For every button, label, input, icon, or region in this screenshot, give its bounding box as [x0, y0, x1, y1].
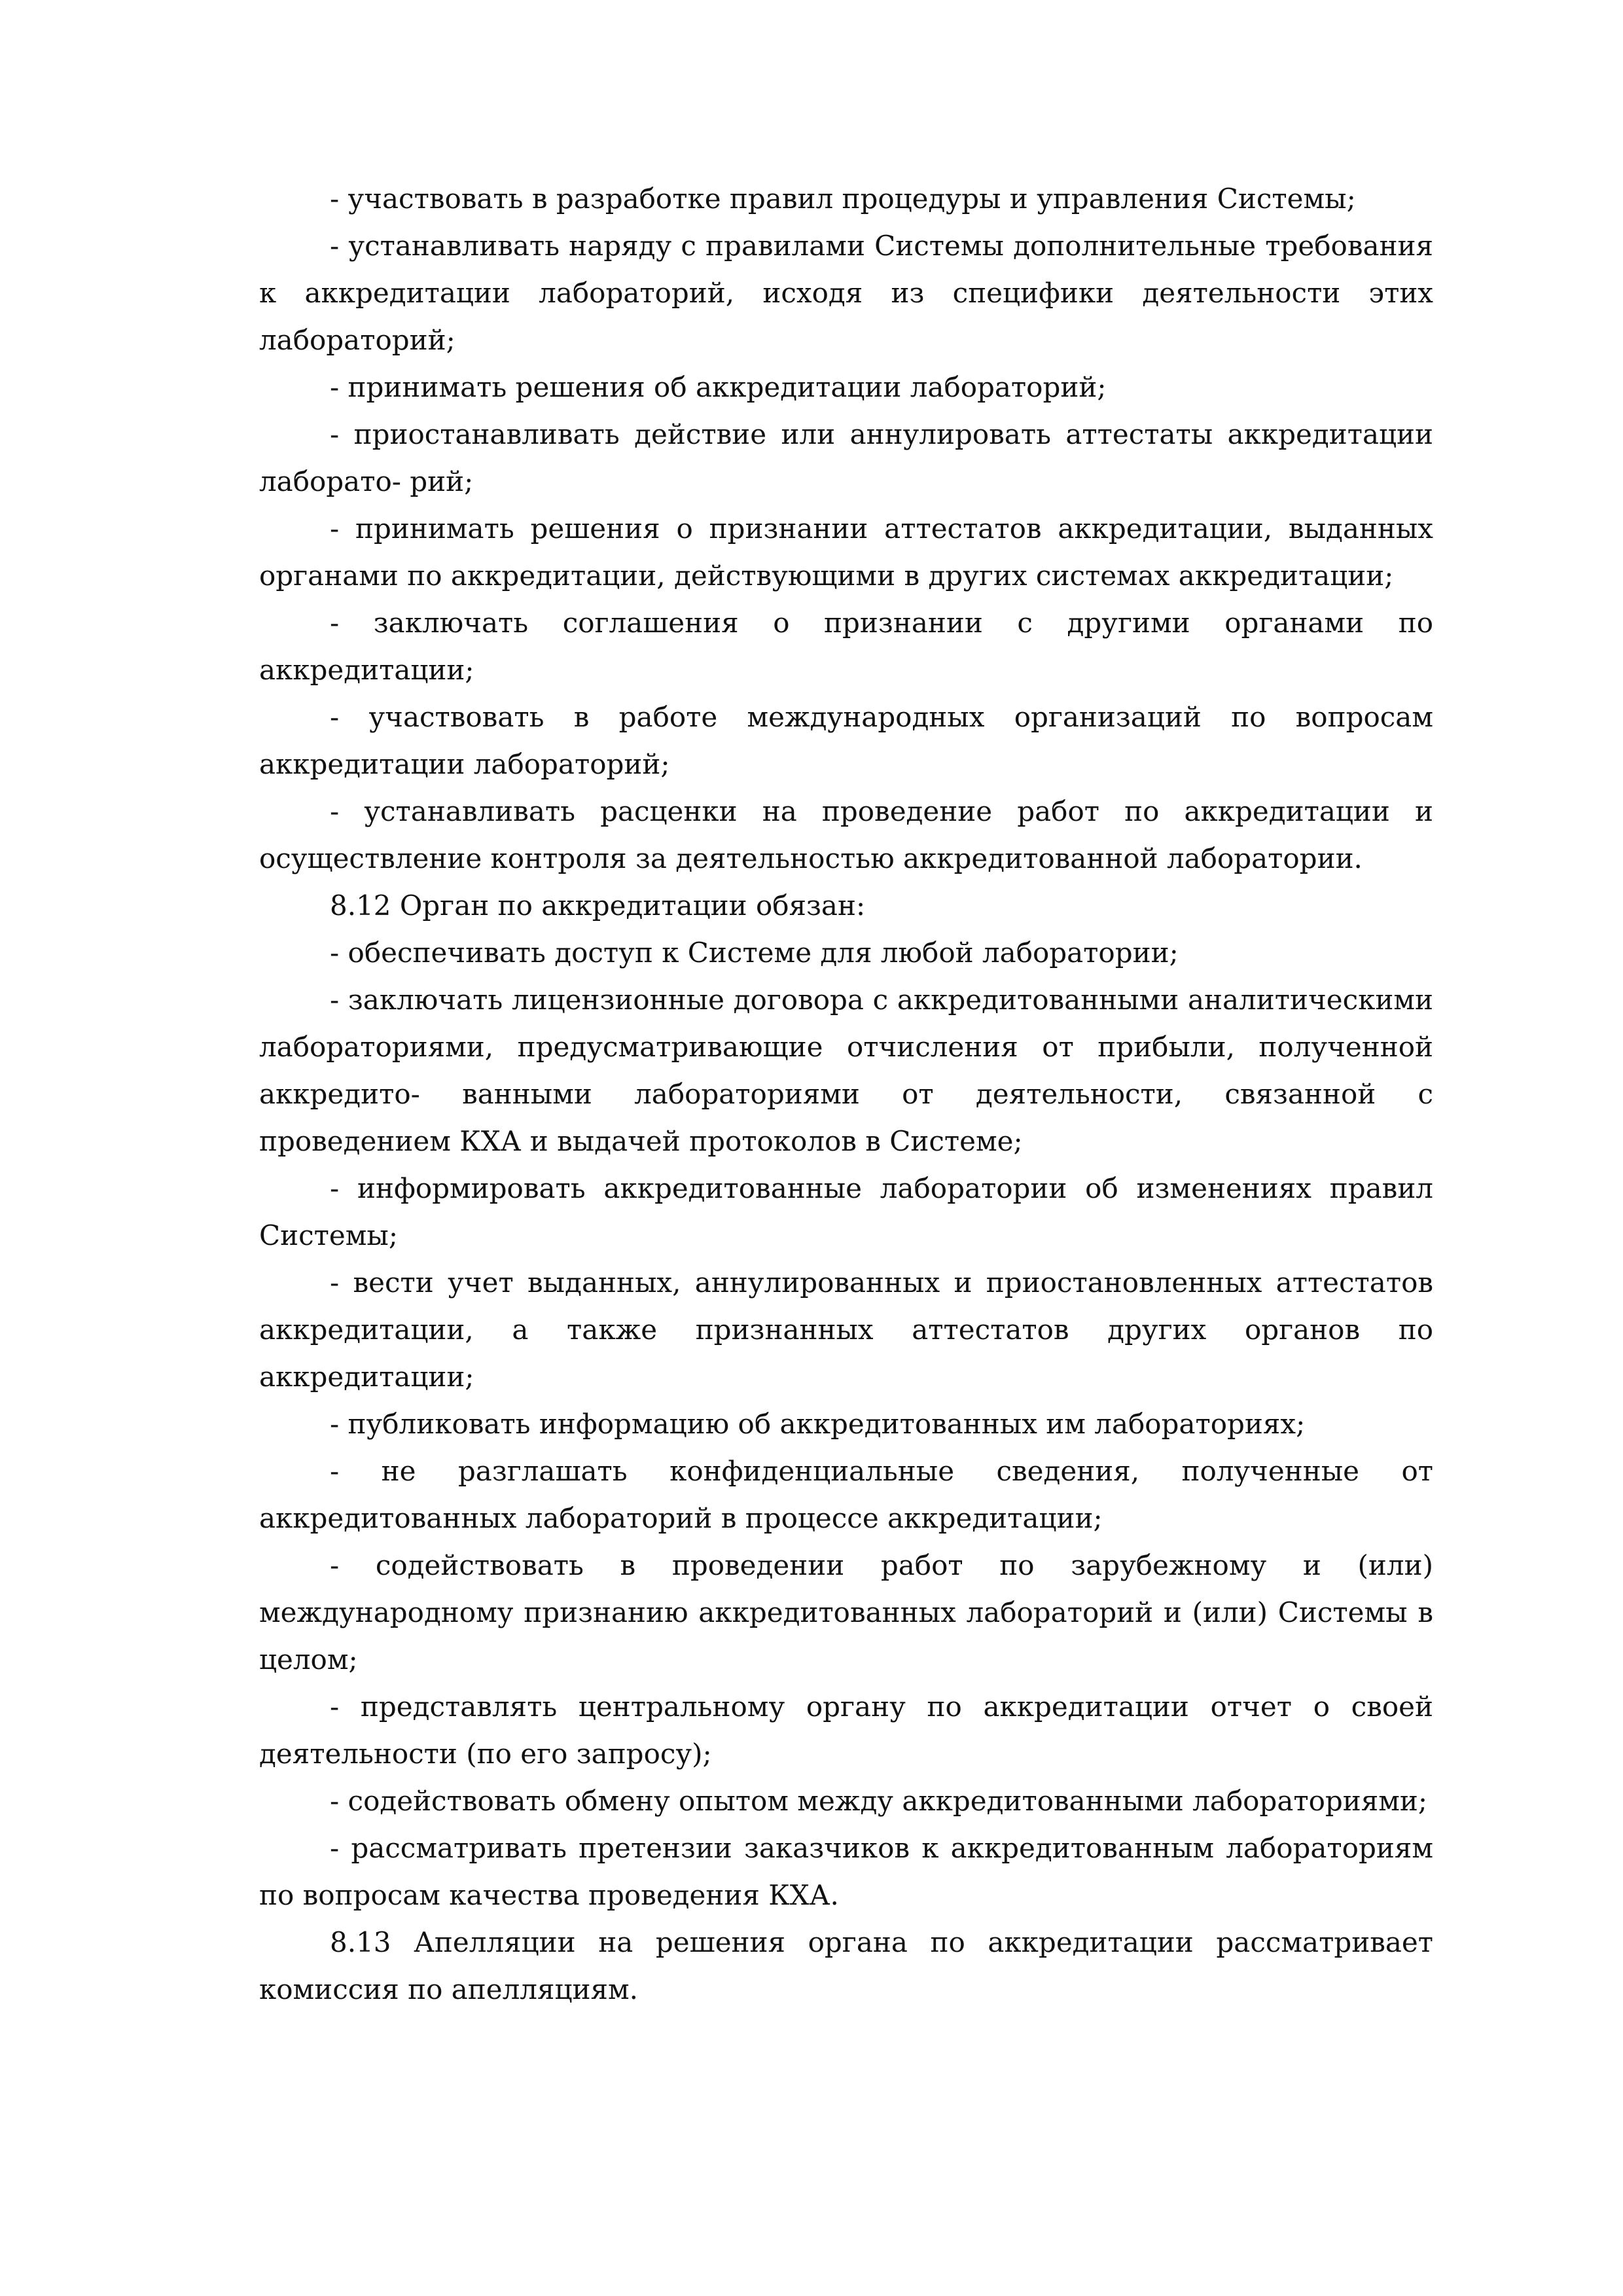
paragraph-13: - вести учет выданных, аннулированных и приостановленных аттестатов аккредитации, а также признанных аттестатов других органов по аккредитации;	[259, 1266, 1433, 1393]
paragraph-16: - содействовать в проведении работ по зарубежному и (или) международному признанию аккредитованных лабораторий и (или) Системы в целом;	[259, 1549, 1433, 1676]
paragraph-15: - не разглашать конфиденциальные сведения, полученные от аккредитованных лабораторий в процессе аккредитации;	[259, 1455, 1433, 1534]
paragraph-19: - рассматривать претензии заказчиков к аккредитованным лабораториям по вопросам качества проведения КХА.	[259, 1832, 1433, 1911]
paragraph-3: - принимать решения об аккредитации лабораторий;	[330, 371, 1107, 403]
paragraph-12: - информировать аккредитованные лаборатории об изменениях правил Системы;	[259, 1172, 1433, 1251]
paragraph-10: - обеспечивать доступ к Системе для любой лаборатории;	[330, 937, 1179, 969]
paragraph-2: - устанавливать наряду с правилами Системы дополнительные требования к аккредитации лабораторий, исходя из специфики деятельности этих лабораторий;	[259, 230, 1433, 356]
section-paragraph-8-13: 8.13 Апелляции на решения органа по аккредитации рассматривает комиссия по апелляциям.	[259, 1926, 1433, 2005]
paragraph-14: - публиковать информацию об аккредитованных им лабораториях;	[330, 1408, 1306, 1440]
paragraph-5: - принимать решения о признании аттестатов аккредитации, выданных органами по аккредитации, действующими в других системах аккредитации;	[259, 512, 1433, 592]
paragraph-11: - заключать лицензионные договора с аккредитованными аналитическими лабораториями, предусматривающие отчисления от прибыли, полученной аккредито- ванными лабораториями от деятельности, связанной с проведением КХА и выдачей протоколов в Системе;	[259, 984, 1433, 1157]
paragraph-7: - участвовать в работе международных организаций по вопросам аккредитации лабораторий;	[259, 701, 1433, 780]
paragraph-1: - участвовать в разработке правил процедуры и управления Системы;	[330, 183, 1356, 215]
document-body	[259, 175, 1433, 2013]
paragraph-4: - приостанавливать действие или аннулировать аттестаты аккредитации лаборато- рий;	[259, 418, 1433, 497]
paragraph-17: - представлять центральному органу по аккредитации отчет о своей деятельности (по его запросу);	[259, 1691, 1433, 1770]
paragraph-18: - содействовать обмену опытом между аккредитованными лабораториями;	[330, 1785, 1428, 1817]
paragraph-6: - заключать соглашения о признании с другими органами по аккредитации;	[259, 607, 1433, 686]
section-heading-8-12: 8.12 Орган по аккредитации обязан:	[330, 889, 866, 922]
paragraph-8: - устанавливать расценки на проведение работ по аккредитации и осуществление контроля за деятельностью аккредитованной лаборатории.	[259, 795, 1433, 874]
